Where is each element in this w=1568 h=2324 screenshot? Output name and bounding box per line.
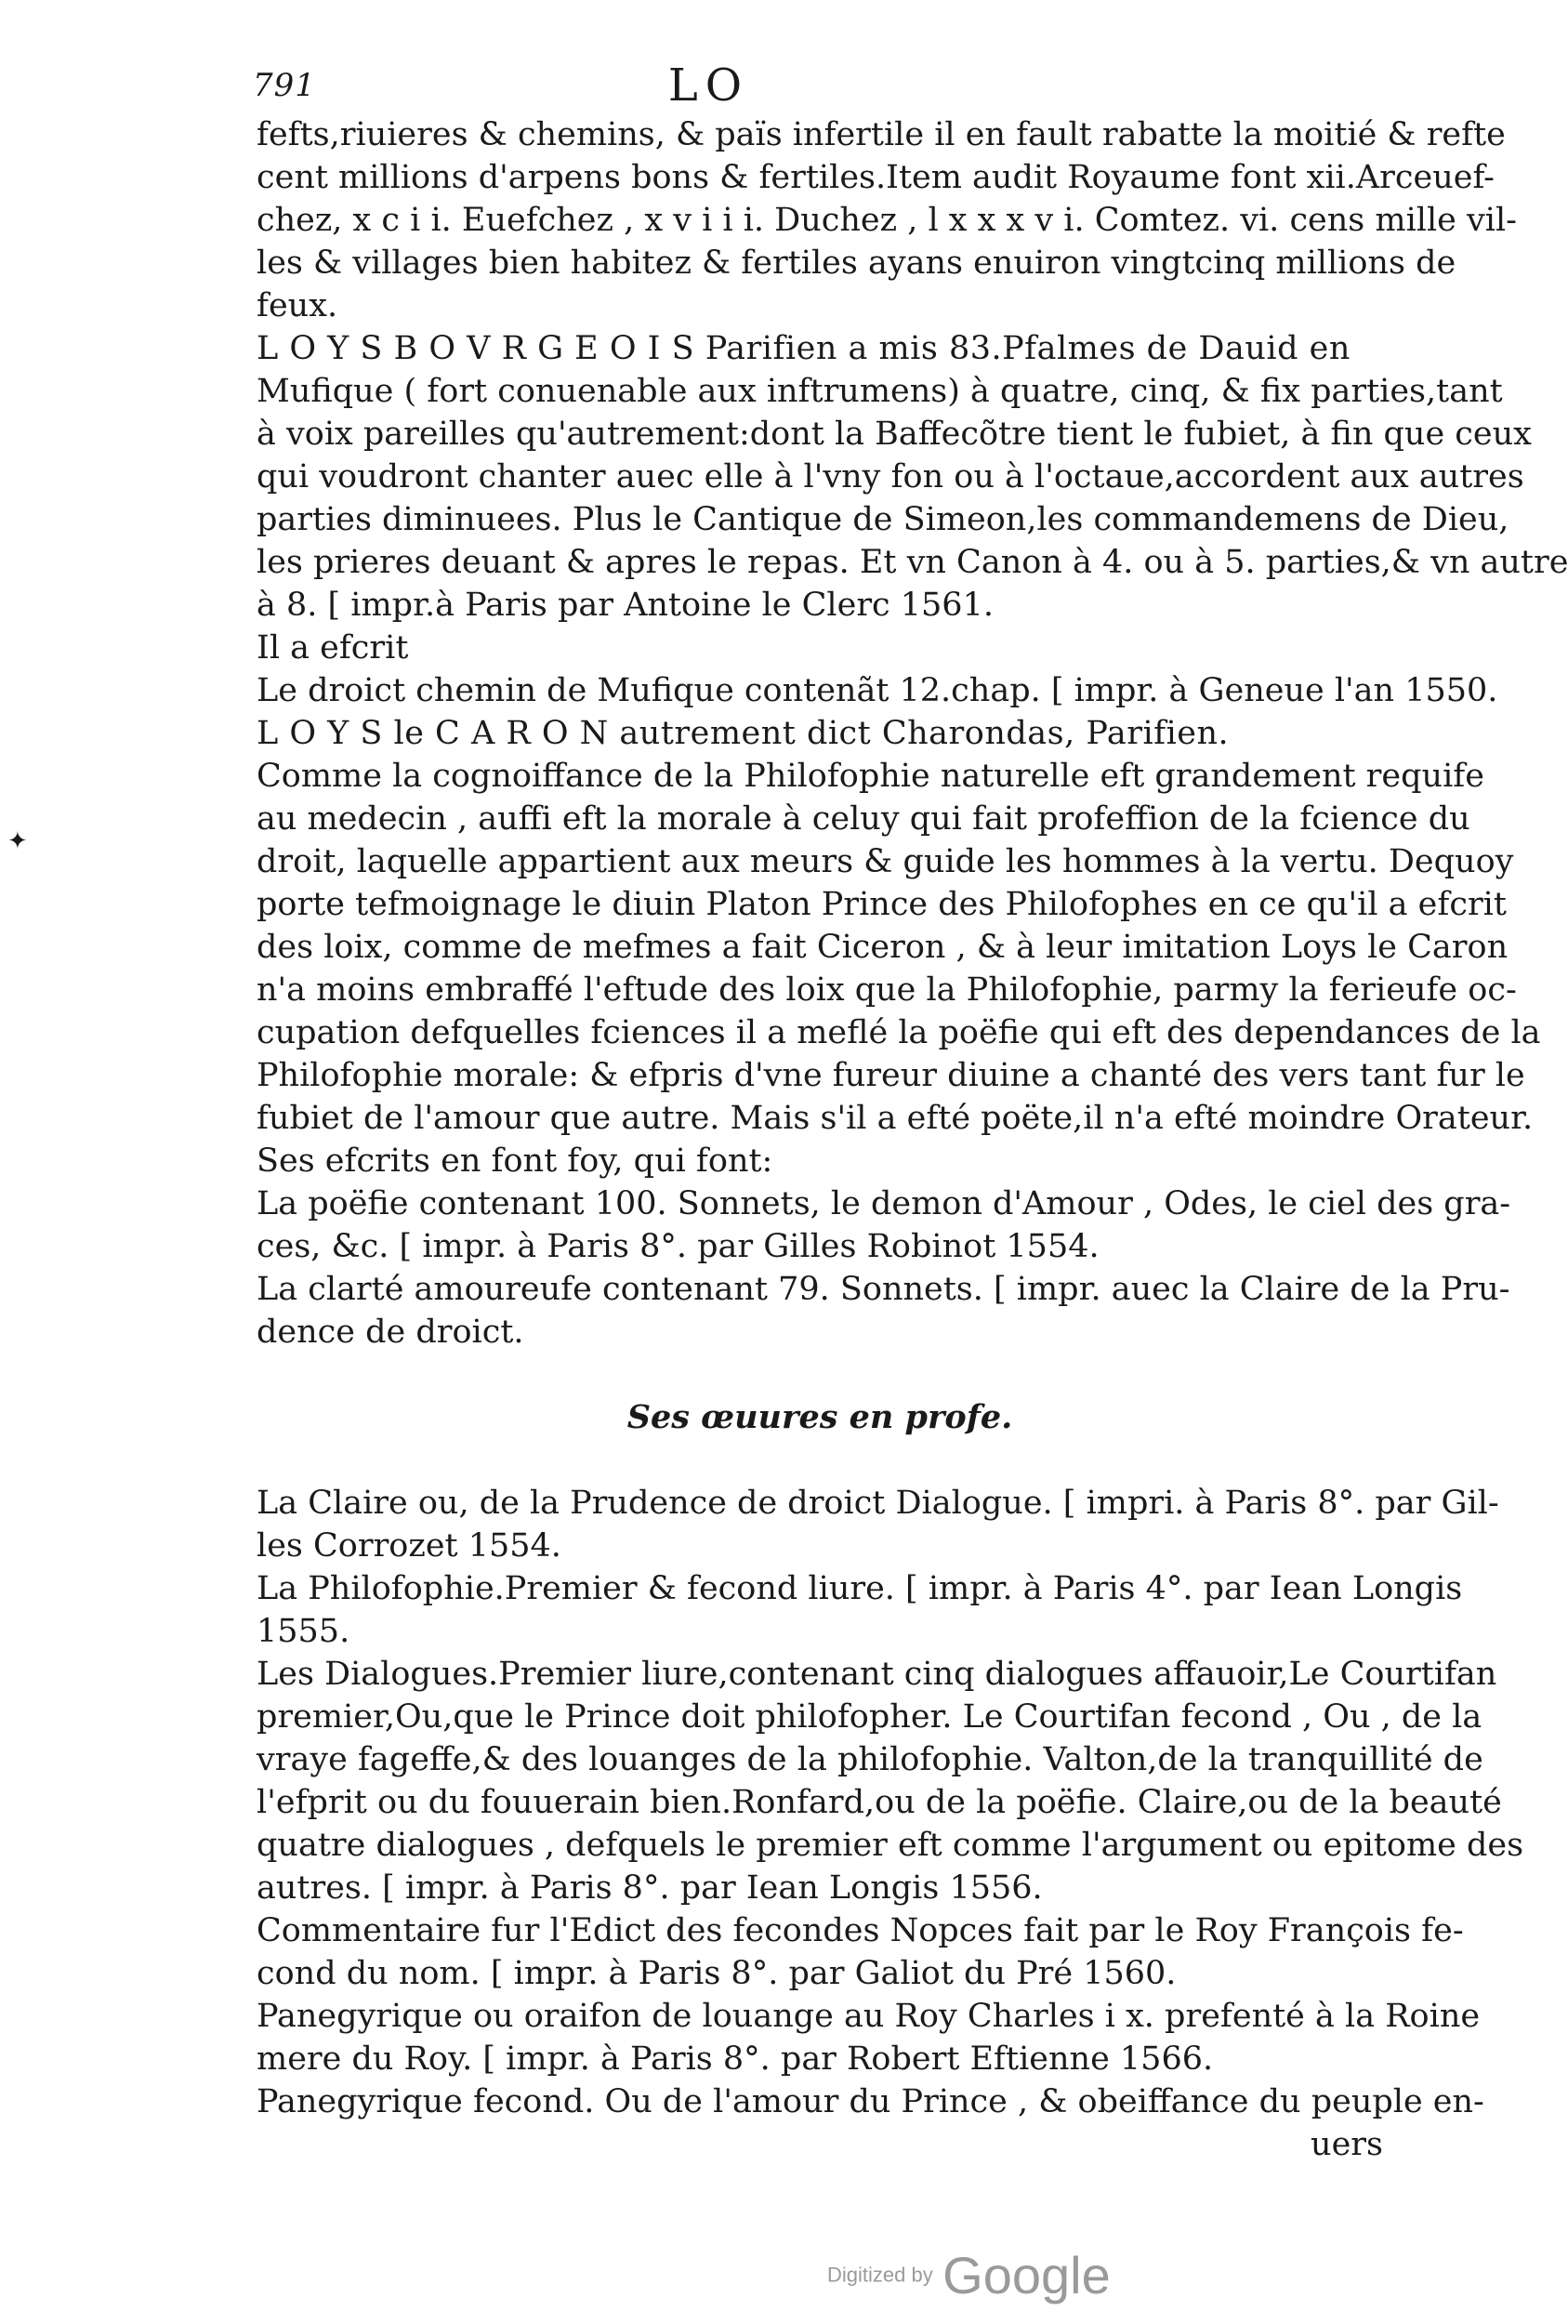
- text-line: Le droict chemin de Mufique contenãt 12.chap. [ impr. à Geneue l'an 1550.: [257, 672, 1498, 709]
- text-line: Mufique ( fort conuenable aux inftrumens) à quatre, cinq, & fix parties,tant: [257, 373, 1503, 410]
- text-line: La clarté amoureufe contenant 79. Sonnets. [ impr. auec la Claire de la Pru-: [257, 1271, 1510, 1308]
- entry-loys-bourgeois: L O Y S B O V R G E O I S Parifien a mis 83.Pfalmes de Dauid en: [257, 330, 1351, 367]
- spacer: [257, 1439, 1383, 1482]
- text-line: Panegyrique fecond. Ou de l'amour du Prince , & obeiffance du peuple en-: [257, 2083, 1484, 2120]
- text-line: Ses efcrits en font foy, qui font:: [257, 1142, 773, 1180]
- text-line: les Corrozet 1554.: [257, 1527, 561, 1565]
- text-line: feux.: [257, 287, 338, 324]
- text-line: premier,Ou,que le Prince doit philofopher. Le Courtifan fecond , Ou , de la: [257, 1698, 1482, 1736]
- text-line: quatre dialogues , defquels le premier eft comme l'argument ou epitome des: [257, 1827, 1524, 1864]
- entry-loys-le-caron: L O Y S le C A R O N autrement dict Charondas, Parifien.: [257, 715, 1230, 752]
- spacer: [257, 1353, 1383, 1396]
- running-head: LO: [667, 59, 750, 112]
- text-line: au medecin , auffi eft la morale à celuy qui fait profeffion de la fcience du: [257, 800, 1470, 838]
- text-line: qui voudront chanter auec elle à l'vny fon ou à l'octaue,accordent aux autres: [257, 458, 1524, 495]
- text-line: cupation defquelles fciences il a meflé la poëfie qui eft des dependances de la: [257, 1014, 1541, 1051]
- text-line: Commentaire fur l'Edict des fecondes Nopces fait par le Roy François fe-: [257, 1912, 1464, 1949]
- text-line: à 8. [ impr.à Paris par Antoine le Clerc 1561.: [257, 587, 994, 624]
- text-line: Il a efcrit: [257, 629, 409, 667]
- text-block: [257, 113, 1568, 2166]
- text-line: parties diminuees. Plus le Cantique de Simeon,les commandemens de Dieu,: [257, 501, 1509, 538]
- google-logo: Google: [942, 2246, 1111, 2304]
- catchword: uers: [1311, 2126, 1383, 2163]
- text-line: fubiet de l'amour que autre. Mais s'il a efté poëte,il n'a efté moindre Orateur.: [257, 1100, 1534, 1137]
- text-line: mere du Roy. [ impr. à Paris 8°. par Robert Eftienne 1566.: [257, 2040, 1214, 2078]
- text-line: les & villages bien habitez & fertiles ayans enuiron vingtcinq millions de: [257, 244, 1456, 282]
- text-line: fefts,riuieres & chemins, & païs infertile il en fault rabatte la moitié & refte: [257, 116, 1506, 153]
- margin-mark-icon: ✦: [7, 827, 28, 855]
- text-line: La poëfie contenant 100. Sonnets, le demon d'Amour , Odes, le ciel des gra-: [257, 1185, 1511, 1222]
- text-line: porte tefmoignage le diuin Platon Prince des Philofophes en ce qu'il a efcrit: [257, 886, 1507, 923]
- text-line: Panegyrique ou oraifon de louange au Roy Charles i x. prefenté à la Roine: [257, 1998, 1481, 2035]
- text-line: Comme la cognoiffance de la Philofophie naturelle eft grandement requife: [257, 758, 1484, 795]
- text-line: n'a moins embraffé l'eftude des loix que la Philofophie, parmy la ferieufe oc-: [257, 971, 1517, 1009]
- text-line: La Claire ou, de la Prudence de droict Dialogue. [ impri. à Paris 8°. par Gil-: [257, 1485, 1499, 1522]
- text-line: dence de droict.: [257, 1314, 524, 1351]
- text-line: des loix, comme de mefmes a fait Ciceron , & à leur imitation Loys le Caron: [257, 929, 1509, 966]
- text-line: autres. [ impr. à Paris 8°. par Iean Longis 1556.: [257, 1869, 1043, 1907]
- text-line: chez, x c i i. Euefchez , x v i i i. Duchez , l x x x v i. Comtez. vi. cens mille vil-: [257, 202, 1517, 239]
- text-line: vraye fageffe,& des louanges de la philofophie. Valton,de la tranquillité de: [257, 1741, 1483, 1778]
- digitized-by-watermark: [827, 2245, 1111, 2305]
- text-line: à voix pareilles qu'autrement:dont la Baffecõtre tient le fubiet, à fin que ceux: [257, 416, 1532, 453]
- text-line: Philofophie morale: & efpris d'vne fureur diuine a chanté des vers tant fur le: [257, 1057, 1525, 1094]
- text-line: droit, laquelle appartient aux meurs & guide les hommes à la vertu. Dequoy: [257, 843, 1514, 880]
- text-line: ces, &c. [ impr. à Paris 8°. par Gilles Robinot 1554.: [257, 1228, 1100, 1265]
- text-line: cond du nom. [ impr. à Paris 8°. par Galiot du Pré 1560.: [257, 1955, 1177, 1992]
- section-heading: Ses œuures en profe.: [626, 1398, 1013, 1436]
- text-line: cent millions d'arpens bons & fertiles.Item audit Royaume font xii.Arceuef-: [257, 159, 1495, 196]
- text-line: La Philofophie.Premier & fecond liure. [ impr. à Paris 4°. par Iean Longis: [257, 1570, 1463, 1607]
- digitized-label: Digitized by: [827, 2263, 933, 2287]
- text-line: 1555.: [257, 1613, 350, 1650]
- text-line: les prieres deuant & apres le repas. Et vn Canon à 4. ou à 5. parties,& vn autre: [257, 544, 1568, 581]
- text-line: l'efprit ou du fouuerain bien.Ronfard,ou de la poëfie. Claire,ou de la beauté: [257, 1784, 1502, 1821]
- page-number: 791: [253, 67, 316, 104]
- text-line: Les Dialogues.Premier liure,contenant cinq dialogues affauoir,Le Courtifan: [257, 1656, 1497, 1693]
